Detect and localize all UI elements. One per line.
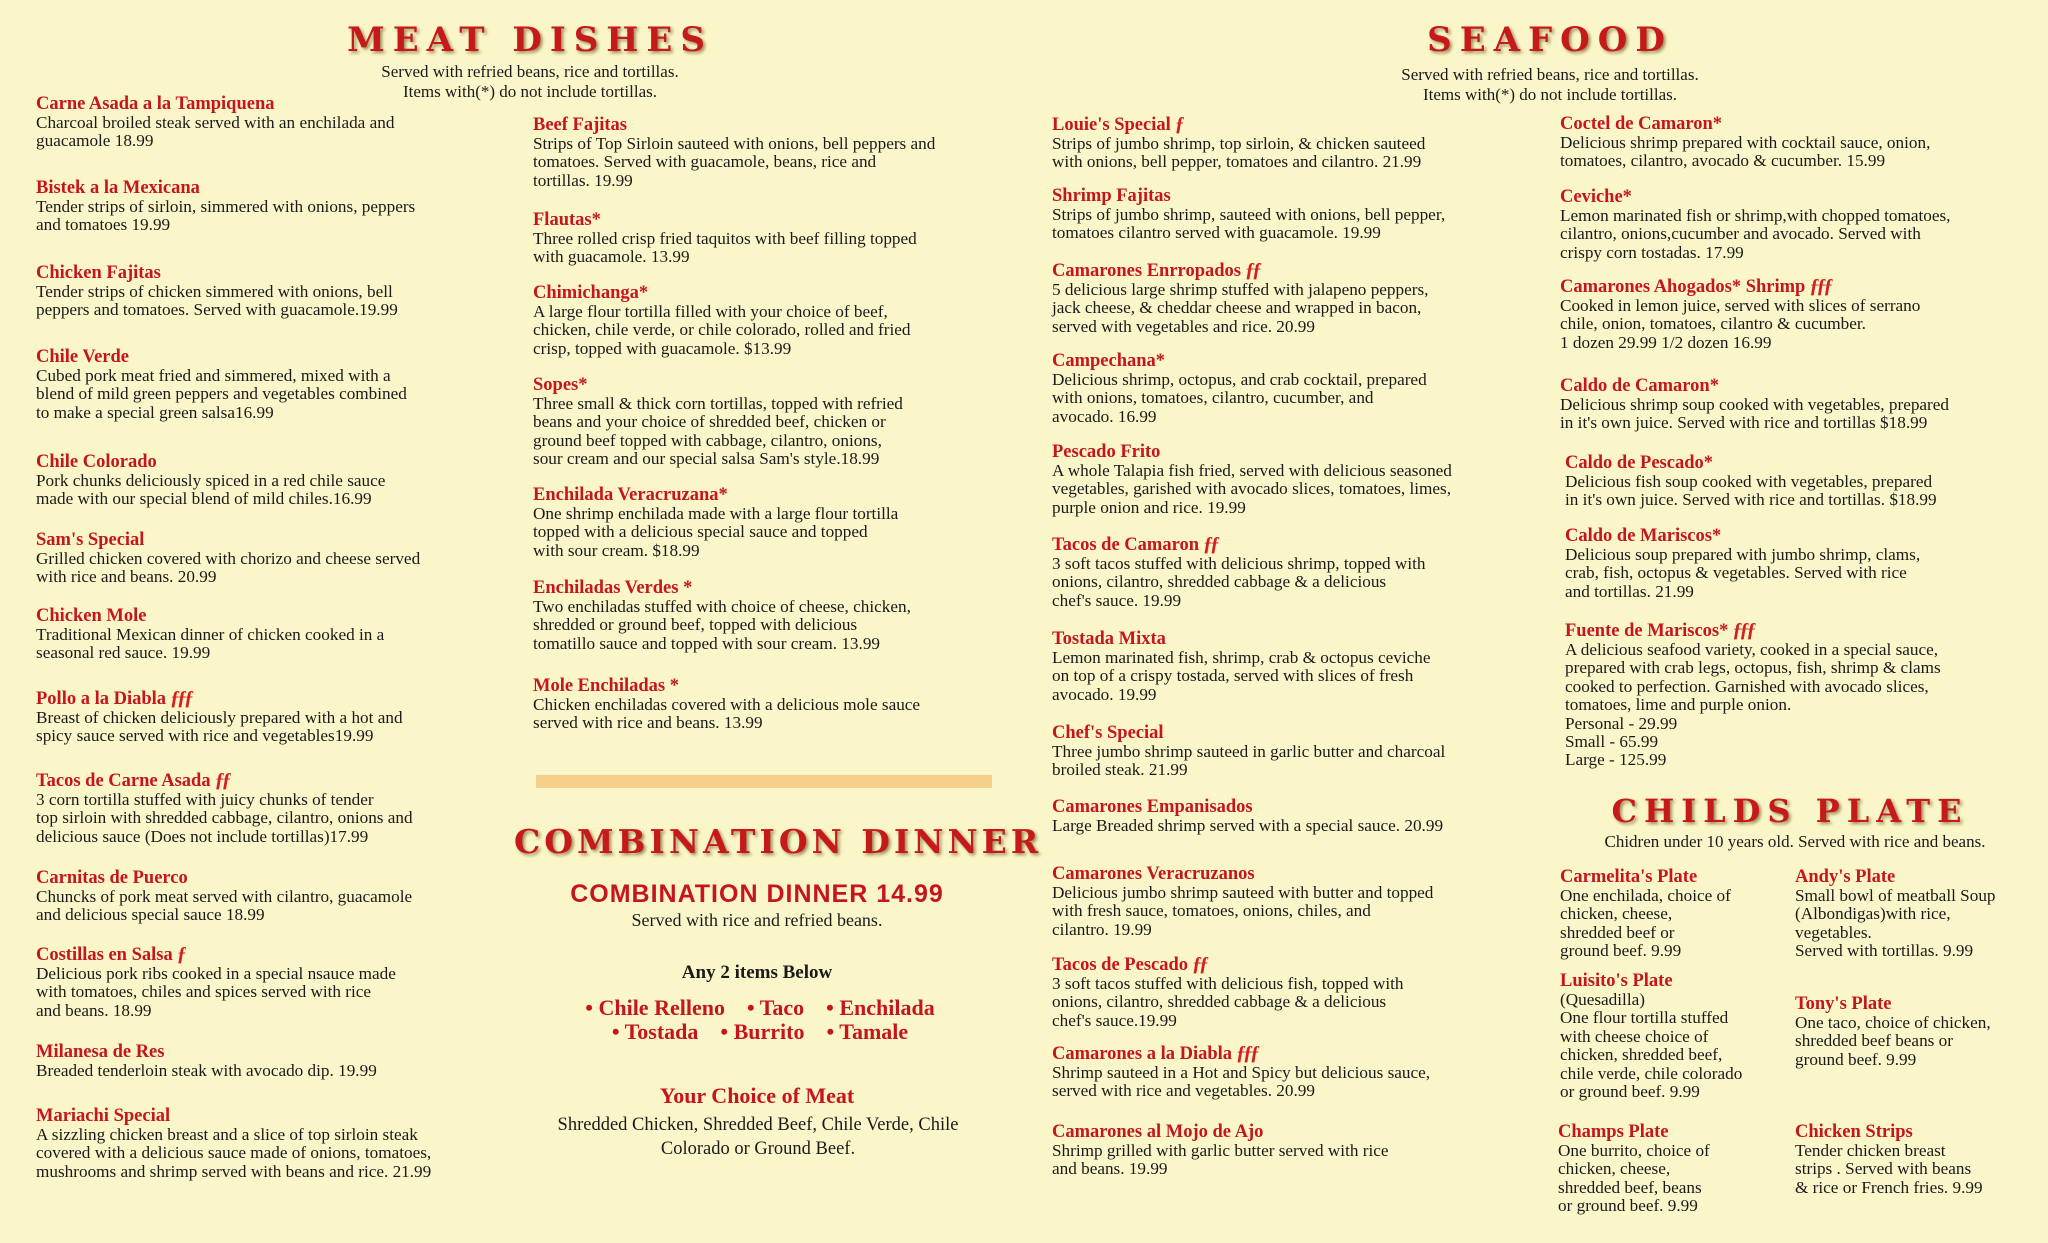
item-name: Carnitas de Puerco [36,868,188,888]
item-name: Chile Verde [36,347,130,367]
seafood-heading: SEAFOOD [1427,20,1673,60]
item-name: Chile Colorado [36,452,157,472]
item-name: Enchiladas Verdes * [533,578,693,598]
item-desc: Breast of chicken deliciously prepared with a hot and spicy sauce served with rice and vegetables19.99 [36,708,403,746]
childs-plate-note: Chidren under 10 years old. Served with rice and beans. [1604,832,1986,851]
item-name: Camarones Empanisados [1052,797,1253,817]
menu-item [1052,534,1425,610]
item-desc: Two enchiladas stuffed with choice of cheese, chicken, shredded or ground beef, topped with delicious tomatillo sauce and topped with sour cream. 13.99 [533,597,911,653]
item-name: Coctel de Camaron* [1560,114,1723,134]
item-desc: Shrimp grilled with garlic butter served with rice and beans. 19.99 [1052,1141,1389,1179]
item-name: Sopes* [533,375,588,395]
item-name-text: Camarones Ahogados* Shrimp [1560,277,1806,297]
item-name: Campechana* [1052,351,1166,371]
item-name-text: Fuente de Mariscos* [1565,621,1729,641]
item-desc: One taco, choice of chicken, shredded beef beans or ground beef. 9.99 [1795,1013,1991,1069]
item-name: Carne Asada a la Tampiquena [36,94,275,114]
item-name: Caldo de Mariscos* [1565,526,1722,546]
menu-item [36,178,415,235]
item-name-text: Costillas en Salsa [36,945,173,965]
chili-pepper-icon: ƒƒƒ [1732,619,1754,641]
menu-item [1052,1043,1430,1101]
item-desc: Delicious shrimp, octopus, and crab cocktail, prepared with onions, tomatoes, cilantro, cucumber, and avocado. 16.99 [1052,370,1427,426]
menu-item [36,868,412,925]
menu-item [1560,376,1949,433]
item-desc: Lemon marinated fish, shrimp, crab & octopus ceviche on top of a crispy tostada, served with slices of fresh avocado. 19.99 [1052,648,1431,704]
chili-pepper-icon: ƒƒ [1203,533,1217,555]
item-desc: Delicious soup prepared with jumbo shrimp, clams, crab, fish, octopus & vegetables. Served with rice and tortillas. 21.99 [1565,545,1921,601]
item-desc: Pork chunks deliciously spiced in a red chile sauce made with our special blend of mild chiles.16.99 [36,471,386,509]
menu-item [1558,1122,1710,1216]
item-desc: Delicious pork ribs cooked in a special nsauce made with tomatoes, chiles and spices served with rice and beans. 18.99 [36,964,396,1020]
item-name-text: Camarones a la Diabla [1052,1044,1233,1064]
chili-pepper-icon: ƒƒƒ [170,687,192,709]
chili-pepper-icon: ƒ [1174,113,1182,135]
item-name: Chef's Special [1052,723,1164,743]
chili-pepper-icon: ƒ [176,943,184,965]
item-name [1052,534,1425,555]
item-desc: One enchilada, choice of chicken, cheese, shredded beef or ground beef. 9.99 [1560,886,1731,961]
item-desc: Delicious shrimp soup cooked with vegetables, prepared in it's own juice. Served with rice and tortillas $18.99 [1560,395,1950,433]
item-desc: Breaded tenderloin steak with avocado dip. 19.99 [36,1061,377,1080]
chili-pepper-icon: ƒƒƒ [1809,275,1831,297]
item-name: Mariachi Special [36,1106,171,1126]
item-desc: Delicious fish soup cooked with vegetables, prepared in it's own juice. Served with rice and tortillas. $18.99 [1565,472,1937,510]
item-desc: Lemon marinated fish or shrimp,with chopped tomatoes, cilantro, onions,cucumber and avocado. Served with crispy corn tostadas. 17.99 [1560,206,1951,262]
item-name: Chimichanga* [533,283,649,303]
menu-item [1560,867,1731,961]
item-name: Tostada Mixta [1052,629,1166,649]
item-name: Flautas* [533,210,601,230]
item-name [1052,260,1428,281]
item-desc: 3 soft tacos stuffed with delicious shrimp, topped with onions, cilantro, shredded cabbage & a delicious chef's sauce. 19.99 [1052,554,1426,610]
menu-item [1560,971,1742,1101]
menu-item [1560,114,1930,171]
menu-item [36,688,403,746]
item-name [1052,954,1404,975]
item-name: Caldo de Camaron* [1560,376,1719,396]
menu-item [533,115,935,190]
item-desc: A large flour tortilla filled with your choice of beef, chicken, chile verde, or chile colorado, rolled and fried crisp, topped with guacamole. $13.99 [533,302,911,358]
item-name: Milanesa de Res [36,1042,165,1062]
item-name-text: Camarones Enrropados [1052,261,1241,281]
item-name [36,688,403,709]
any-two-items-label: Any 2 items Below [681,962,833,983]
item-desc: Chuncks of pork meat served with cilantro, guacamole and delicious special sauce 18.99 [36,887,413,925]
menu-item [1565,453,1937,510]
item-name: Shrimp Fajitas [1052,186,1171,206]
item-desc: Three rolled crisp fried taquitos with beef filling topped with guacamole. 13.99 [533,229,917,267]
item-desc: Traditional Mexican dinner of chicken cooked in a seasonal red sauce. 19.99 [36,625,385,663]
menu-item [36,347,407,422]
item-desc: One shrimp enchilada made with a large flour tortilla topped with a delicious special sauce and topped with sour cream. $18.99 [533,504,899,560]
choice-of-meat-title: Your Choice of Meat [659,1083,855,1108]
menu-item [1565,620,1941,770]
item-name [1565,620,1941,641]
combo-choices-row-2: • Tostada • Burrito • Tamale [611,1019,909,1044]
item-name: Mole Enchiladas * [533,676,679,696]
item-name: Chicken Mole [36,606,147,626]
item-name: Tony's Plate [1795,994,1892,1014]
item-name-text: Pollo a la Diabla [36,689,167,709]
item-desc: A whole Talapia fish fried, served with delicious seasoned vegetables, garished with avocado slices, tomatoes, limes, purple onion and rice. 19.99 [1052,461,1452,517]
item-desc: A delicious seafood variety, cooked in a special sauce, prepared with crab legs, octopus, fish, shrimp & clams cooked to perfection. Garnished with avocado slices, tomatoes, lime and purple onion. Personal - 29.99 Small - 65.99 Large - 125.99 [1565,640,1941,770]
item-name: Carmelita's Plate [1560,867,1698,887]
item-desc: Chicken enchiladas covered with a delicious mole sauce served with rice and beans. 13.99 [533,695,921,733]
item-desc: Grilled chicken covered with chorizo and cheese served with rice and beans. 20.99 [36,549,421,587]
item-name: Chicken Fajitas [36,263,161,283]
item-desc: Strips of jumbo shrimp, sauteed with onions, bell pepper, tomatoes cilantro served with guacamole. 19.99 [1052,205,1446,243]
combination-dinner-note: Served with rice and refried beans. [631,910,883,930]
menu-item [36,452,385,509]
menu-item [36,94,394,151]
item-name-text: Tacos de Camaron [1052,535,1199,555]
menu-item [36,1106,431,1181]
item-name: Andy's Plate [1795,867,1896,887]
item-desc: A sizzling chicken breast and a slice of top sirloin steak covered with a delicious sauce made of onions, tomatoes, mushrooms and shrimp served with beans and rice. 21.99 [36,1125,432,1181]
item-desc: Tender strips of sirloin, simmered with onions, peppers and tomatoes 19.99 [36,197,416,235]
item-desc: Tender strips of chicken simmered with onions, bell peppers and tomatoes. Served with guacamole.19.99 [36,282,398,320]
item-name-text: Tacos de Carne Asada [36,771,211,791]
menu-item [1052,723,1445,780]
item-name: Camarones Veracruzanos [1052,864,1255,884]
item-name: Camarones al Mojo de Ajo [1052,1122,1264,1142]
menu-item [1560,276,1920,352]
item-name [1560,276,1920,297]
item-desc: Three small & thick corn tortillas, topped with refried beans and your choice of shredded beef, chicken or ground beef topped with cabbage, cilantro, onions, sour cream and our special salsa Sam's style.18.99 [533,394,903,469]
item-name: Sam's Special [36,530,145,550]
menu-item [533,375,903,469]
chili-pepper-icon: ƒƒ [214,769,229,791]
meat-note-2: Items with(*) do not include tortillas. [402,82,657,101]
item-name: Bistek a la Mexicana [36,178,200,198]
item-desc: Tender chicken breast strips . Served with beans & rice or French fries. 9.99 [1795,1141,1983,1197]
item-name [1052,1043,1430,1064]
combination-dinner-heading: COMBINATION DINNER [514,822,1043,861]
combination-dinner-title: COMBINATION DINNER 14.99 [570,880,944,908]
item-name: Enchilada Veracruzana* [533,485,728,505]
meat-note-1: Served with refried beans, rice and tortillas. [381,62,679,81]
menu-item [36,263,398,320]
item-name: Pescado Frito [1052,442,1161,462]
item-name: Champs Plate [1558,1122,1669,1142]
chili-pepper-icon: ƒƒƒ [1236,1042,1258,1064]
item-name [1052,114,1425,135]
menu-item [1795,867,1996,961]
menu-item [1052,629,1431,704]
menu-item [1052,797,1443,835]
item-desc: 3 corn tortilla stuffed with juicy chunks of tender top sirloin with shredded cabbage, cilantro, onions and delicious sauce (Does not include tortillas)17.99 [36,790,413,846]
menu-item [1052,351,1427,426]
seafood-note-1: Served with refried beans, rice and tortillas. [1401,65,1699,84]
menu-item [1052,260,1428,336]
menu-item [36,770,413,846]
childs-plate-heading: CHILDS PLATE [1611,792,1969,830]
item-desc: Delicious jumbo shrimp sauteed with butter and topped with fresh sauce, tomatoes, onions, chiles, and cilantro. 19.99 [1052,883,1434,939]
item-desc: Cooked in lemon juice, served with slices of serrano chile, onion, tomatoes, cilantro & cucumber. 1 dozen 29.99 1/2 dozen 16.99 [1560,296,1921,352]
menu-item [1565,526,1920,601]
menu-item [533,283,910,358]
item-desc: Strips of Top Sirloin sauteed with onions, bell peppers and tomatoes. Served with guacamole, beans, rice and tortillas. 19.99 [533,134,936,190]
menu-item [1795,1122,1983,1197]
choice-of-meat-list: Shredded Chicken, Shredded Beef, Chile Verde, Chile Colorado or Ground Beef. [557,1115,959,1159]
item-desc: Charcoal broiled steak served with an enchilada and guacamole 18.99 [36,113,395,151]
menu-item [1795,994,1991,1069]
item-name [36,770,413,791]
item-name: Chicken Strips [1795,1122,1913,1142]
menu-item [36,530,420,587]
item-name [36,944,396,965]
item-desc: Cubed pork meat fried and simmered, mixed with a blend of mild green peppers and vegetables combined to make a special green salsa16.99 [36,366,407,422]
menu-item [36,944,396,1020]
item-name: Ceviche* [1560,187,1632,207]
menu-item [533,485,898,560]
item-name-text: Tacos de Pescado [1052,955,1189,975]
menu-item [533,676,920,733]
item-desc: Small bowl of meatball Soup (Albondigas)with rice, vegetables. Served with tortillas. 9.99 [1795,886,1996,961]
meat-dishes-heading: MEAT DISHES [347,20,713,60]
item-desc: 5 delicious large shrimp stuffed with jalapeno peppers, jack cheese, & cheddar cheese and wrapped in bacon, served with vegetables and rice. 20.99 [1052,280,1429,336]
menu-item [1560,187,1950,262]
item-name: Caldo de Pescado* [1565,453,1713,473]
menu-item [36,606,384,663]
item-desc: Delicious shrimp prepared with cocktail sauce, onion, tomatoes, cilantro, avocado & cucumber. 15.99 [1560,133,1931,171]
menu-item [533,578,911,653]
item-desc: One burrito, choice of chicken, cheese, shredded beef, beans or ground beef. 9.99 [1558,1141,1710,1216]
item-desc: Three jumbo shrimp sauteed in garlic butter and charcoal broiled steak. 21.99 [1052,742,1446,780]
item-desc: 3 soft tacos stuffed with delicious fish, topped with onions, cilantro, shredded cabbage & a delicious chef's sauce.19.99 [1052,974,1404,1030]
menu-item [1052,1122,1389,1179]
item-desc: (Quesadilla) One flour tortilla stuffed with cheese choice of chicken, shredded beef, chile verde, chile colorado or ground beef. 9.99 [1560,990,1743,1102]
menu-item [1052,186,1445,243]
seafood-note-2: Items with(*) do not include tortillas. [1422,85,1677,104]
combo-choices-row-1: • Chile Relleno • Taco • Enchilada [585,995,935,1020]
divider-bar [536,775,992,788]
menu-item [36,1042,377,1080]
menu-item [533,210,917,267]
menu-item [1052,864,1433,939]
chili-pepper-icon: ƒƒ [1244,259,1259,281]
menu-item [1052,442,1452,517]
item-name: Luisito's Plate [1560,971,1673,991]
item-desc: Strips of jumbo shrimp, top sirloin, & chicken sauteed with onions, bell pepper, tomatoes and cilantro. 21.99 [1052,134,1426,172]
chili-pepper-icon: ƒƒ [1192,953,1207,975]
menu-item [1052,954,1404,1030]
item-desc: Shrimp sauteed in a Hot and Spicy but delicious sauce, served with rice and vegetables. 20.99 [1052,1063,1431,1101]
item-name: Beef Fajitas [533,115,628,135]
menu-item [1052,114,1425,172]
item-desc: Large Breaded shrimp served with a special sauce. 20.99 [1052,816,1444,835]
item-name-text: Louie's Special [1052,115,1171,135]
